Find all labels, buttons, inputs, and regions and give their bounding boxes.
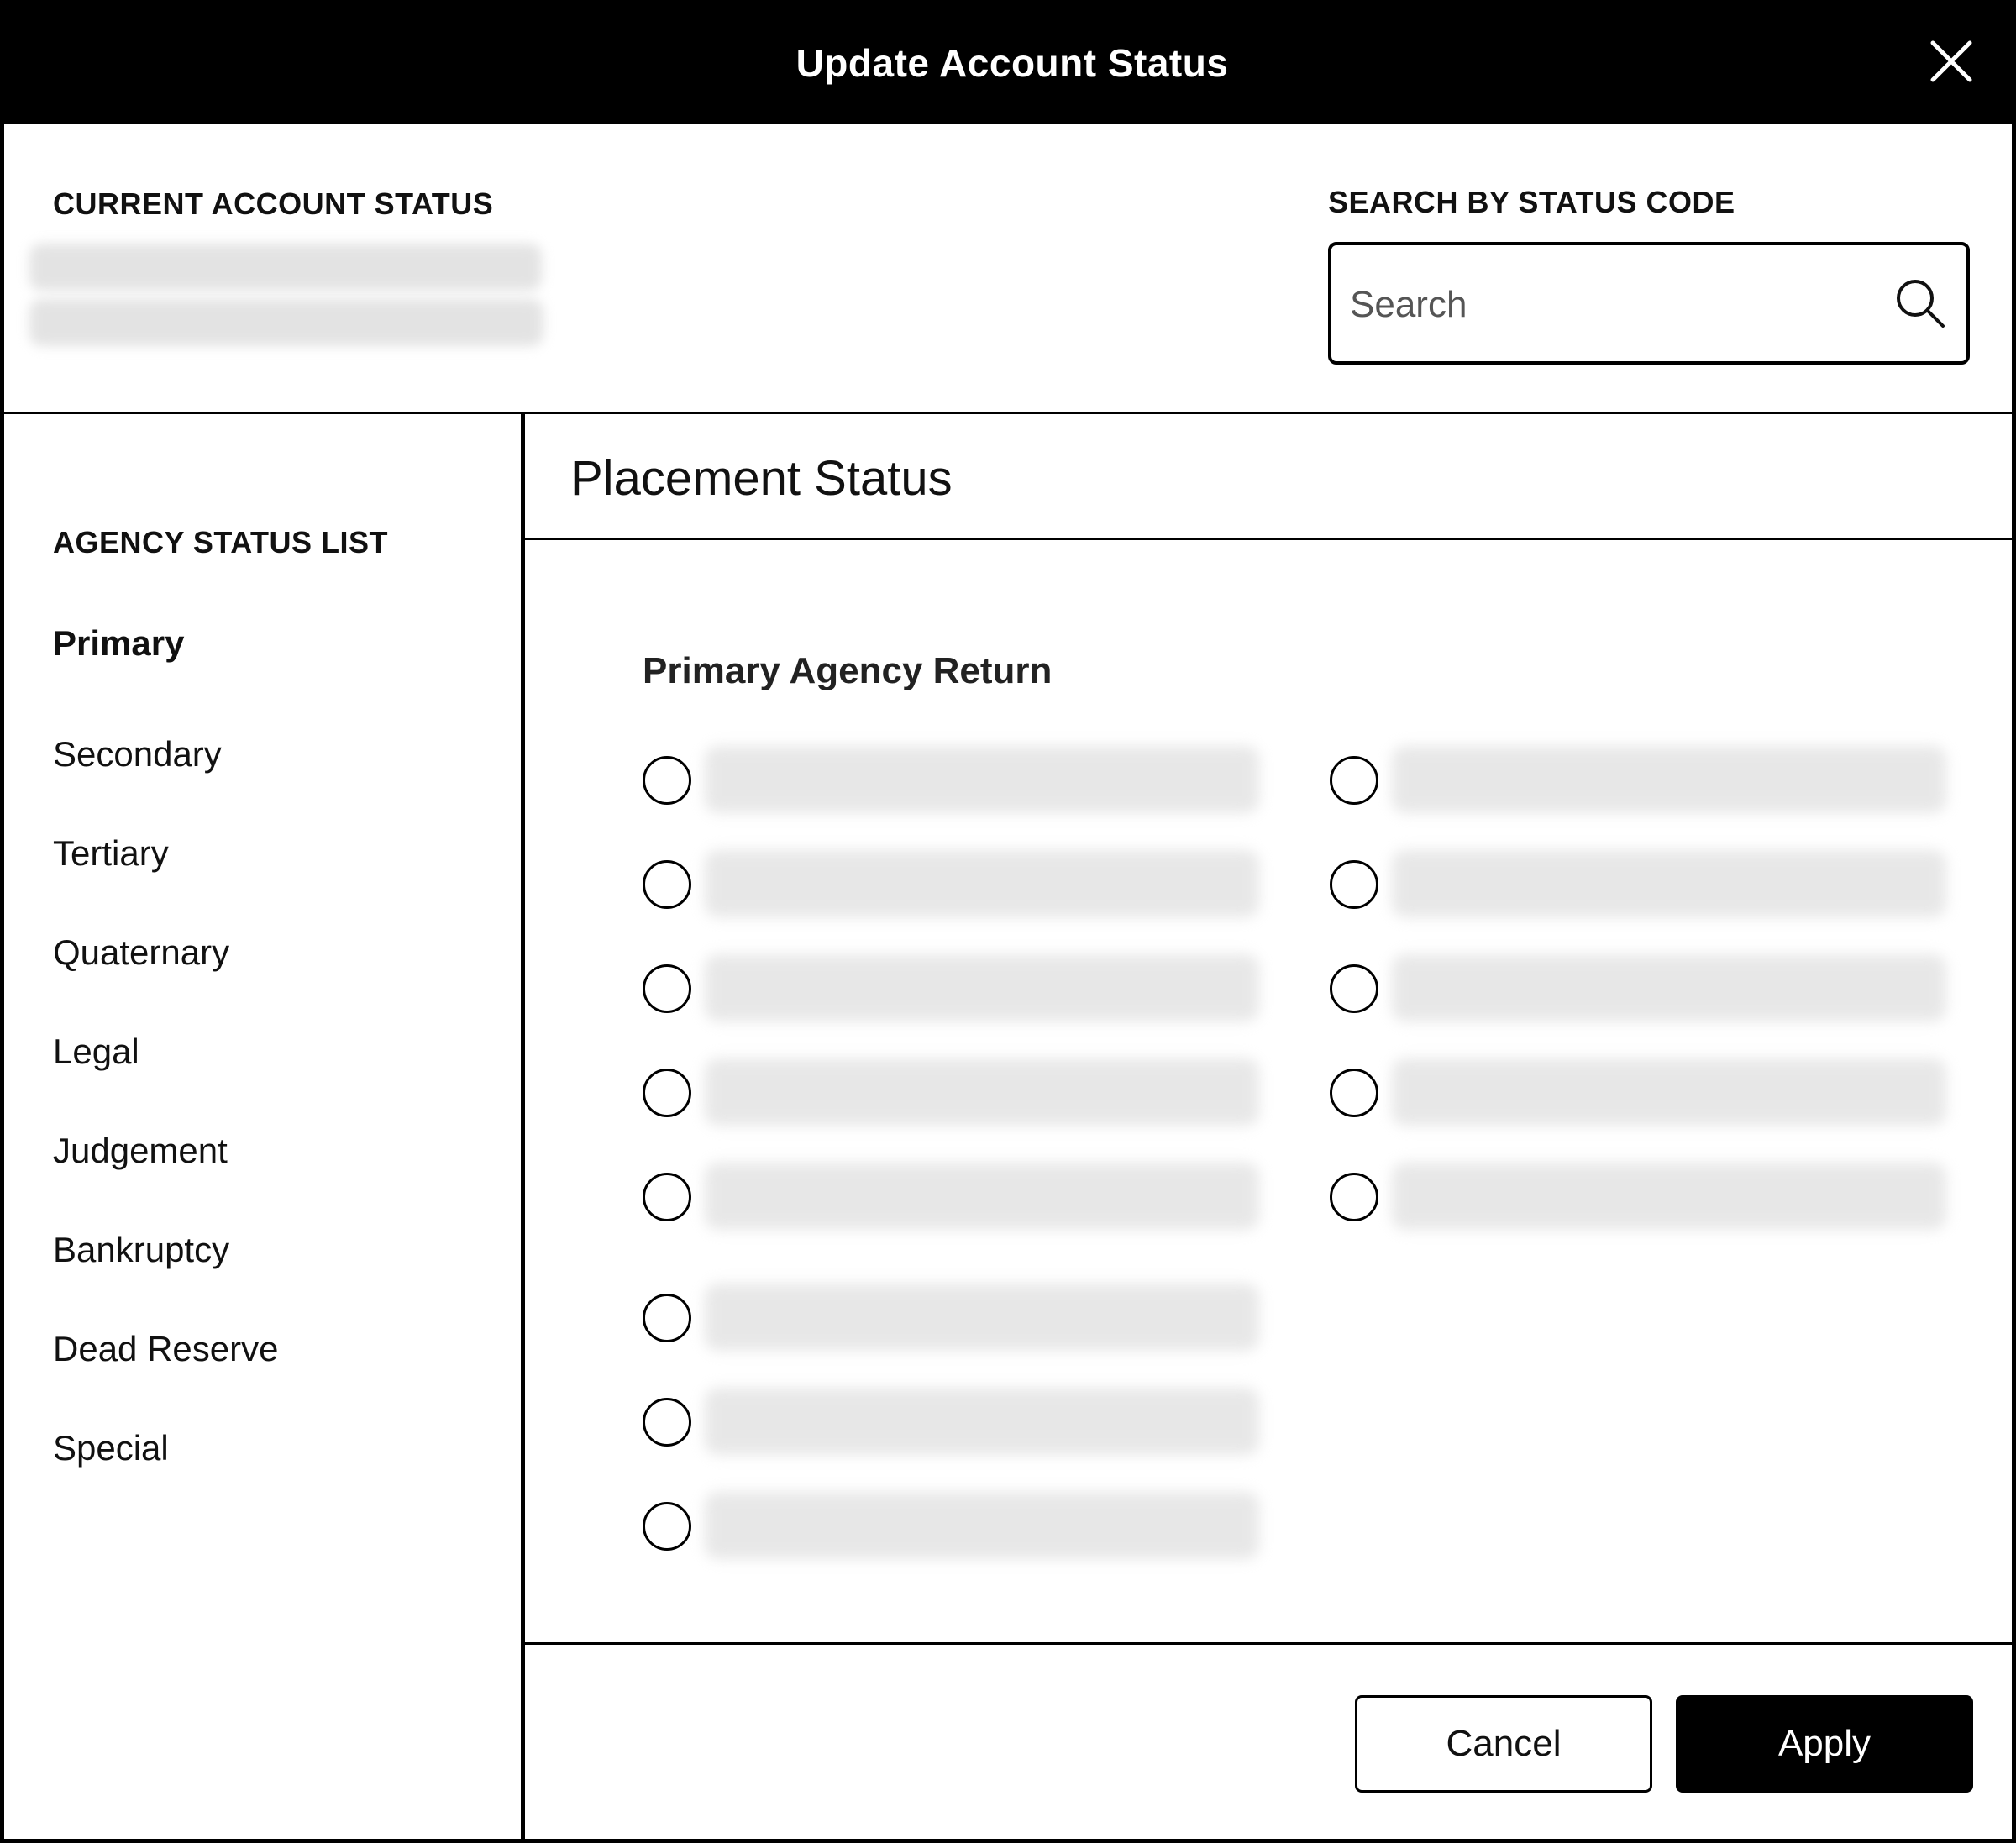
radio-button[interactable] <box>1330 1173 1378 1221</box>
group-title: Primary Agency Return <box>643 650 1053 691</box>
sidebar-item-secondary[interactable]: Secondary <box>53 734 222 774</box>
status-option-label-redacted <box>705 954 1259 1021</box>
sidebar-item-legal[interactable]: Legal <box>53 1032 139 1071</box>
apply-button[interactable]: Apply <box>1676 1695 1973 1793</box>
status-option[interactable] <box>1330 1058 1968 1134</box>
status-option[interactable] <box>643 1058 1281 1134</box>
status-option[interactable] <box>643 1284 1281 1359</box>
status-option[interactable] <box>643 1163 1281 1238</box>
search-heading: SEARCH BY STATUS CODE <box>1328 185 1735 219</box>
cancel-button[interactable]: Cancel <box>1355 1695 1652 1793</box>
radio-button[interactable] <box>643 860 691 909</box>
search-field[interactable] <box>1328 242 1970 365</box>
sidebar-heading: AGENCY STATUS LIST <box>53 525 389 559</box>
radio-button[interactable] <box>1330 756 1378 805</box>
status-option-label-redacted <box>705 1492 1259 1559</box>
sidebar-item-tertiary[interactable]: Tertiary <box>53 833 169 873</box>
status-option[interactable] <box>1330 1163 1968 1238</box>
status-option[interactable] <box>643 1388 1281 1463</box>
status-option-label-redacted <box>705 1388 1259 1455</box>
section-title: Placement Status <box>570 451 953 506</box>
radio-button[interactable] <box>643 1069 691 1117</box>
sidebar-item-dead-reserve[interactable]: Dead Reserve <box>53 1329 279 1368</box>
status-option-label-redacted <box>1392 1163 1946 1230</box>
status-option-label-redacted <box>705 1163 1259 1230</box>
current-status-detail-redacted <box>29 299 543 346</box>
status-option-label-redacted <box>705 746 1259 813</box>
search-icon[interactable] <box>1893 276 1948 331</box>
status-option-label-redacted <box>705 850 1259 917</box>
sidebar-divider <box>521 413 525 1843</box>
header-divider <box>4 412 2016 414</box>
status-option[interactable] <box>1330 746 1968 822</box>
radio-button[interactable] <box>643 1173 691 1221</box>
status-option[interactable] <box>1330 954 1968 1030</box>
radio-button[interactable] <box>643 756 691 805</box>
status-option[interactable] <box>643 746 1281 822</box>
status-option[interactable] <box>643 850 1281 926</box>
radio-button[interactable] <box>643 1398 691 1447</box>
radio-button[interactable] <box>1330 860 1378 909</box>
radio-button[interactable] <box>643 1502 691 1551</box>
status-option-label-redacted <box>1392 954 1946 1021</box>
status-option-label-redacted <box>1392 1058 1946 1126</box>
current-status-value-redacted <box>29 244 542 291</box>
radio-button[interactable] <box>643 1294 691 1342</box>
current-status-heading: CURRENT ACCOUNT STATUS <box>53 186 494 221</box>
status-option-label-redacted <box>705 1058 1259 1126</box>
status-option[interactable] <box>643 1492 1281 1567</box>
sidebar-item-bankruptcy[interactable]: Bankruptcy <box>53 1230 230 1269</box>
footer-divider <box>523 1642 2016 1645</box>
status-option-label-redacted <box>1392 850 1946 917</box>
radio-button[interactable] <box>1330 964 1378 1013</box>
dialog-title: Update Account Status <box>795 41 1229 85</box>
status-option[interactable] <box>1330 850 1968 926</box>
status-option-label-redacted <box>705 1284 1259 1351</box>
section-header-divider <box>523 538 2016 540</box>
sidebar-item-judgement[interactable]: Judgement <box>53 1131 228 1170</box>
radio-button[interactable] <box>643 964 691 1013</box>
dialog-titlebar <box>4 0 2016 124</box>
radio-button[interactable] <box>1330 1069 1378 1117</box>
close-button[interactable] <box>1928 38 1975 85</box>
sidebar-item-special[interactable]: Special <box>53 1428 169 1468</box>
sidebar-item-primary[interactable]: Primary <box>53 623 185 663</box>
close-icon <box>1928 38 1975 85</box>
status-option[interactable] <box>643 954 1281 1030</box>
sidebar-item-quaternary[interactable]: Quaternary <box>53 932 230 972</box>
status-option-label-redacted <box>1392 746 1946 813</box>
search-input[interactable] <box>1348 272 1889 338</box>
